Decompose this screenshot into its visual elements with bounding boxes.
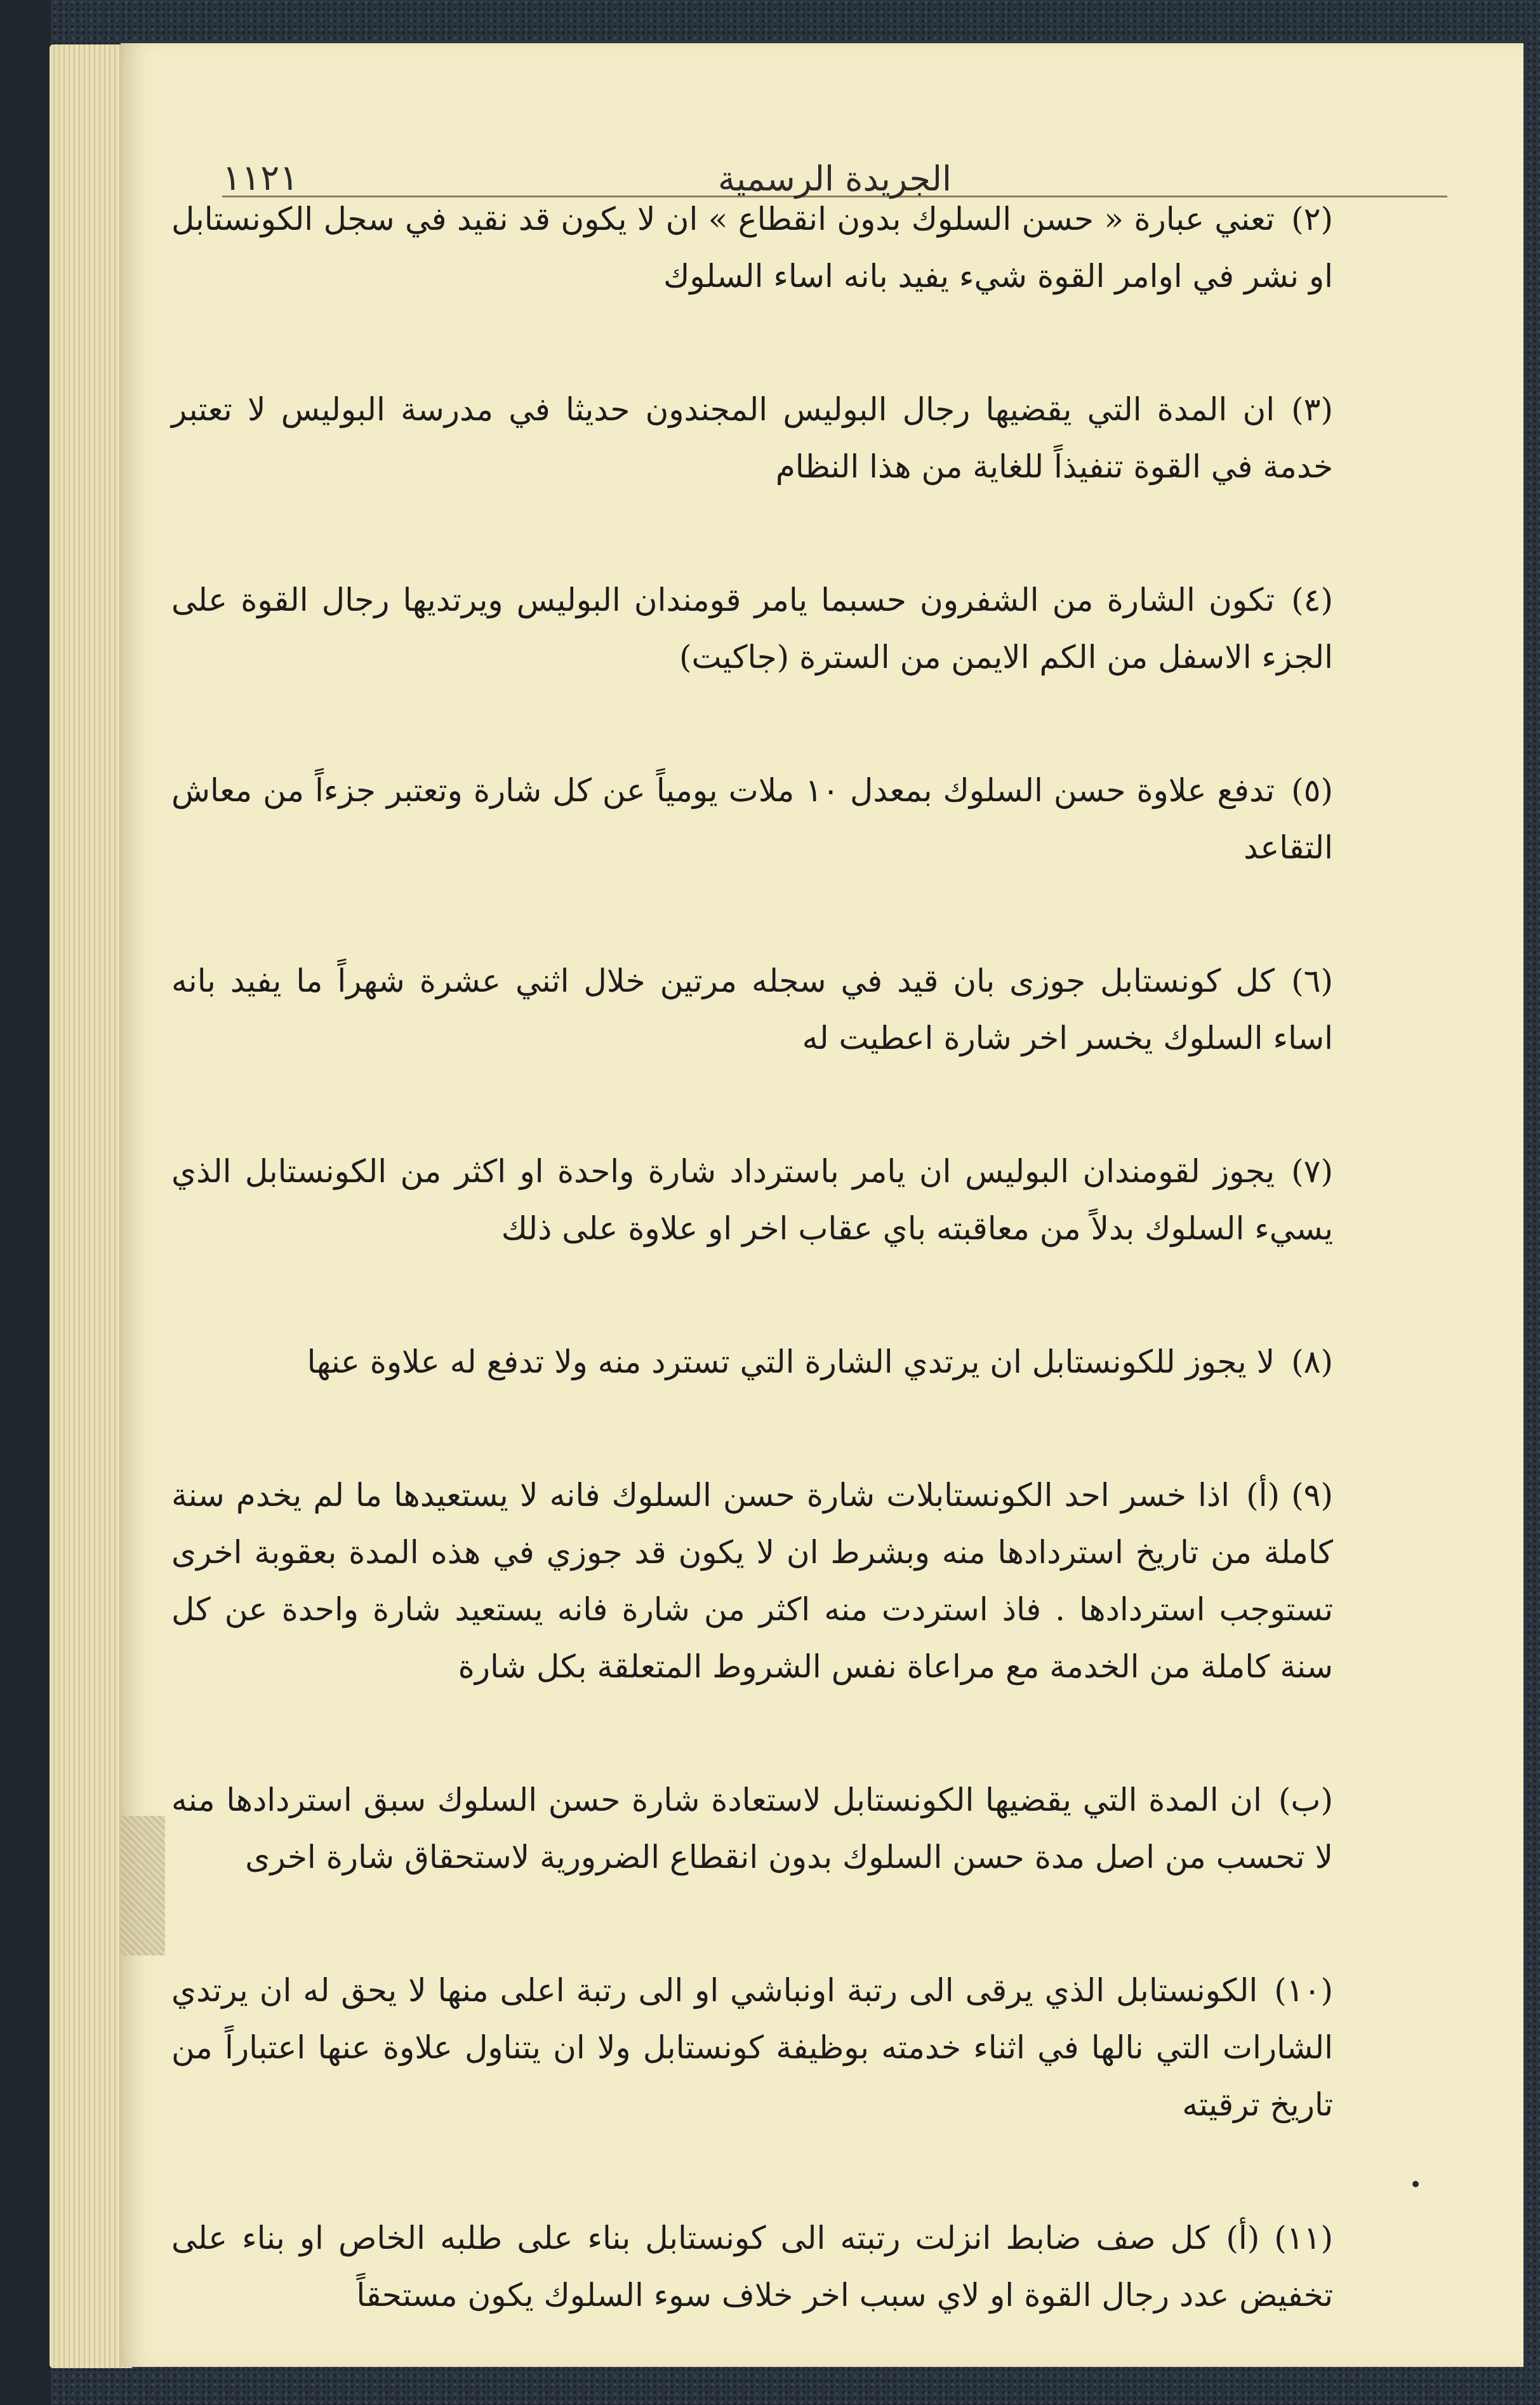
page-body <box>171 190 1333 2400</box>
journal-title: الجريدة الرسمية <box>718 159 952 199</box>
clause-text: كل كونستابل جوزى بان قيد في سجله مرتين خلال اثني عشرة شهراً ما يفيد بانه اساء السلوك يخسر اخر شارة اعطيت له <box>171 963 1333 1056</box>
clause-number: (٤) <box>1291 582 1333 618</box>
clause-text: كل صف ضابط انزلت رتبته الى كونستابل بناء على طلبه الخاص او بناء على تخفيض عدد رجال القوة او لاي سبب اخر خلاف سوء السلوك يكون مستحقاً <box>171 2220 1333 2314</box>
clause-8 <box>171 1333 1333 1390</box>
clause-2 <box>171 190 1333 305</box>
page-number: ١١٢١ <box>222 157 299 199</box>
clause-number: (٩) (أ) <box>1246 1477 1333 1514</box>
ink-dot <box>1412 2181 1419 2187</box>
clause-number: (٣) <box>1291 391 1333 428</box>
clause-number: (٥) <box>1291 772 1333 809</box>
clause-number: (٧) <box>1291 1153 1333 1190</box>
clause-text: ان المدة التي يقضيها رجال البوليس المجندون حديثا في مدرسة البوليس لا تعتبر خدمة في القوة تنفيذاً للغاية من هذا النظام <box>171 391 1333 485</box>
book-spine <box>0 0 51 2405</box>
clause-text: تكون الشارة من الشفرون حسبما يامر قومندان البوليس ويرتديها رجال القوة على الجزء الاسفل من الكم الايمن من السترة (جاكيت) <box>171 582 1333 676</box>
clause-text: يجوز لقومندان البوليس ان يامر باسترداد شارة واحدة او اكثر من الكونستابل الذي يسيء السلوك بدلاً من معاقبته باي عقاب اخر او علاوة على ذلك <box>171 1153 1333 1247</box>
clause-text: الكونستابل الذي يرقى الى رتبة اونباشي او الى رتبة اعلى منها لا يحق له ان يرتدي الشارات التي نالها في اثناء خدمته بوظيفة كونستابل ولا ان يتناول علاوة عنها اعتباراً من تاريخ ترقيته <box>171 1972 1333 2123</box>
page-edges <box>50 44 132 2368</box>
clause-5 <box>171 762 1333 876</box>
clause-number: (١٠) <box>1274 1972 1333 2009</box>
clause-9b <box>171 1771 1333 1886</box>
clause-text: ان المدة التي يقضيها الكونستابل لاستعادة شارة حسن السلوك سبق استردادها منه لا تحسب من اصل مدة حسن السلوك بدون انقطاع الضرورية لاستحقاق شارة اخرى <box>171 1782 1333 1875</box>
clause-9a <box>171 1467 1333 1695</box>
clause-number: (ب) <box>1278 1782 1333 1818</box>
page-header <box>222 119 1447 197</box>
paper-tear-mark <box>121 1816 165 1955</box>
clause-number: (٦) <box>1291 963 1333 999</box>
clause-text: اذا خسر احد الكونستابلات شارة حسن السلوك فانه لا يستعيدها ما لم يخدم سنة كاملة من تاريخ استردادها منه وبشرط ان لا يكون قد جوزي في هذه المدة بعقوبة اخرى تستوجب استردادها . فاذ استردت منه اكثر من شارة فانه يستعيد شارة واحدة عن كل سنة كاملة من الخدمة مع مراعاة نفس الشروط المتعلقة بكل شارة <box>171 1477 1333 1685</box>
clause-number: (٢) <box>1291 201 1333 237</box>
clause-number: (٨) <box>1291 1343 1333 1380</box>
clause-text: تعني عبارة « حسن السلوك بدون انقطاع » ان لا يكون قد نقيد في سجل الكونستابل او نشر في اوامر القوة شيء يفيد بانه اساء السلوك <box>171 201 1333 295</box>
clause-6 <box>171 952 1333 1067</box>
clause-text: تدفع علاوة حسن السلوك بمعدل ١٠ ملات يومياً عن كل شارة وتعتبر جزءاً من معاش التقاعد <box>171 772 1333 866</box>
clause-10 <box>171 1962 1333 2133</box>
clause-4 <box>171 571 1333 686</box>
clause-number: (١١) (أ) <box>1226 2220 1333 2256</box>
clause-11a <box>171 2209 1333 2324</box>
clause-3 <box>171 381 1333 495</box>
clause-7 <box>171 1143 1333 1257</box>
clause-text: لا يجوز للكونستابل ان يرتدي الشارة التي تسترد منه ولا تدفع له علاوة عنها <box>307 1343 1275 1380</box>
